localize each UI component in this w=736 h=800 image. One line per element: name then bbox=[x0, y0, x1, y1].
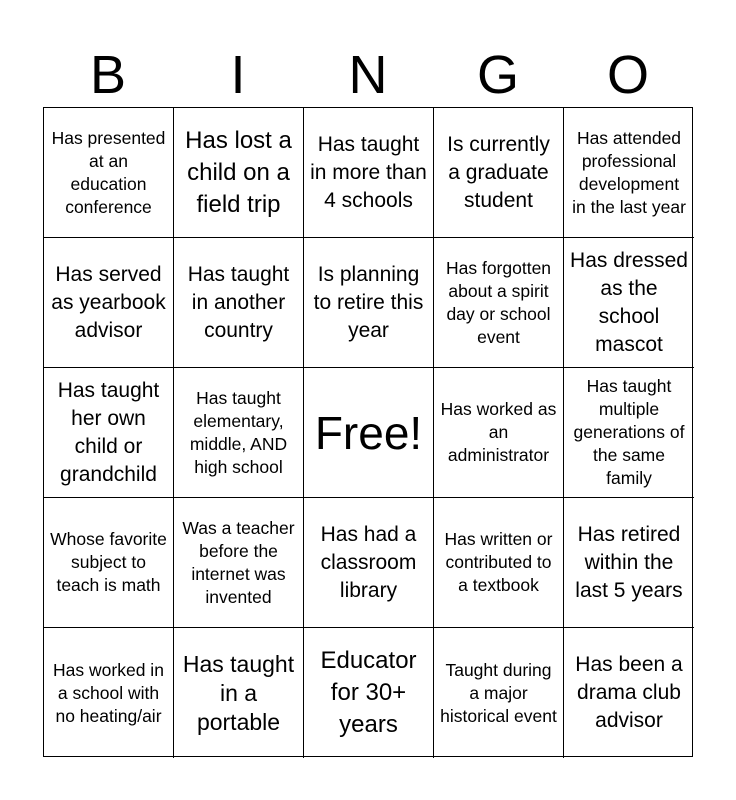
bingo-cell[interactable]: Has been a drama club advisor bbox=[575, 653, 683, 732]
header-letter-g: G bbox=[476, 45, 519, 105]
bingo-cell[interactable]: Has worked in a school with no heating/air bbox=[44, 628, 174, 758]
bingo-cell[interactable]: Has taught in more than 4 schools bbox=[304, 108, 434, 238]
header-letter-b: B bbox=[89, 45, 127, 105]
bingo-cell[interactable]: Has forgotten about a spirit day or school event bbox=[434, 238, 564, 368]
free-space[interactable]: Free! bbox=[304, 368, 434, 498]
bingo-cell[interactable]: Has had a classroom library bbox=[304, 498, 434, 628]
bingo-cell[interactable]: Has presented at an education conference bbox=[44, 108, 174, 238]
header-letter-n: N bbox=[348, 45, 388, 105]
bingo-cell[interactable]: Has worked as an administrator bbox=[434, 368, 564, 498]
bingo-card bbox=[43, 107, 693, 757]
bingo-cell[interactable]: Has retired within the last 5 years bbox=[564, 498, 694, 628]
bingo-cell[interactable]: Is planning to retire this year bbox=[304, 238, 434, 368]
header-letter-o: O bbox=[606, 45, 649, 105]
bingo-cell[interactable]: Taught during a major historical event bbox=[434, 628, 564, 758]
bingo-cell[interactable]: Has attended professional development in the last year bbox=[564, 108, 694, 238]
bingo-cell[interactable]: Has written or contributed to a textbook bbox=[434, 498, 564, 628]
bingo-cell[interactable]: Has taught her own child or grandchild bbox=[44, 368, 174, 498]
header-letter-i: I bbox=[230, 45, 246, 105]
bingo-cell[interactable]: Is currently a graduate student bbox=[434, 108, 564, 238]
bingo-cell[interactable]: Whose favorite subject to teach is math bbox=[44, 498, 174, 628]
bingo-cell[interactable]: Has served as yearbook advisor bbox=[44, 238, 174, 368]
bingo-cell[interactable]: Has taught in another country bbox=[174, 238, 304, 368]
bingo-cell[interactable]: Educator for 30+ years bbox=[304, 628, 434, 758]
bingo-cell[interactable]: Has taught elementary, middle, AND high school bbox=[174, 368, 304, 498]
bingo-cell[interactable]: Was a teacher before the internet was invented bbox=[174, 498, 304, 628]
bingo-header bbox=[43, 42, 693, 108]
bingo-cell[interactable]: Has dressed as the school mascot bbox=[564, 238, 694, 368]
bingo-cell[interactable]: Has taught in a portable bbox=[174, 628, 304, 758]
bingo-cell[interactable]: Has lost a child on a field trip bbox=[174, 108, 304, 238]
bingo-cell[interactable]: Has taught multiple generations of the same family bbox=[564, 368, 694, 498]
